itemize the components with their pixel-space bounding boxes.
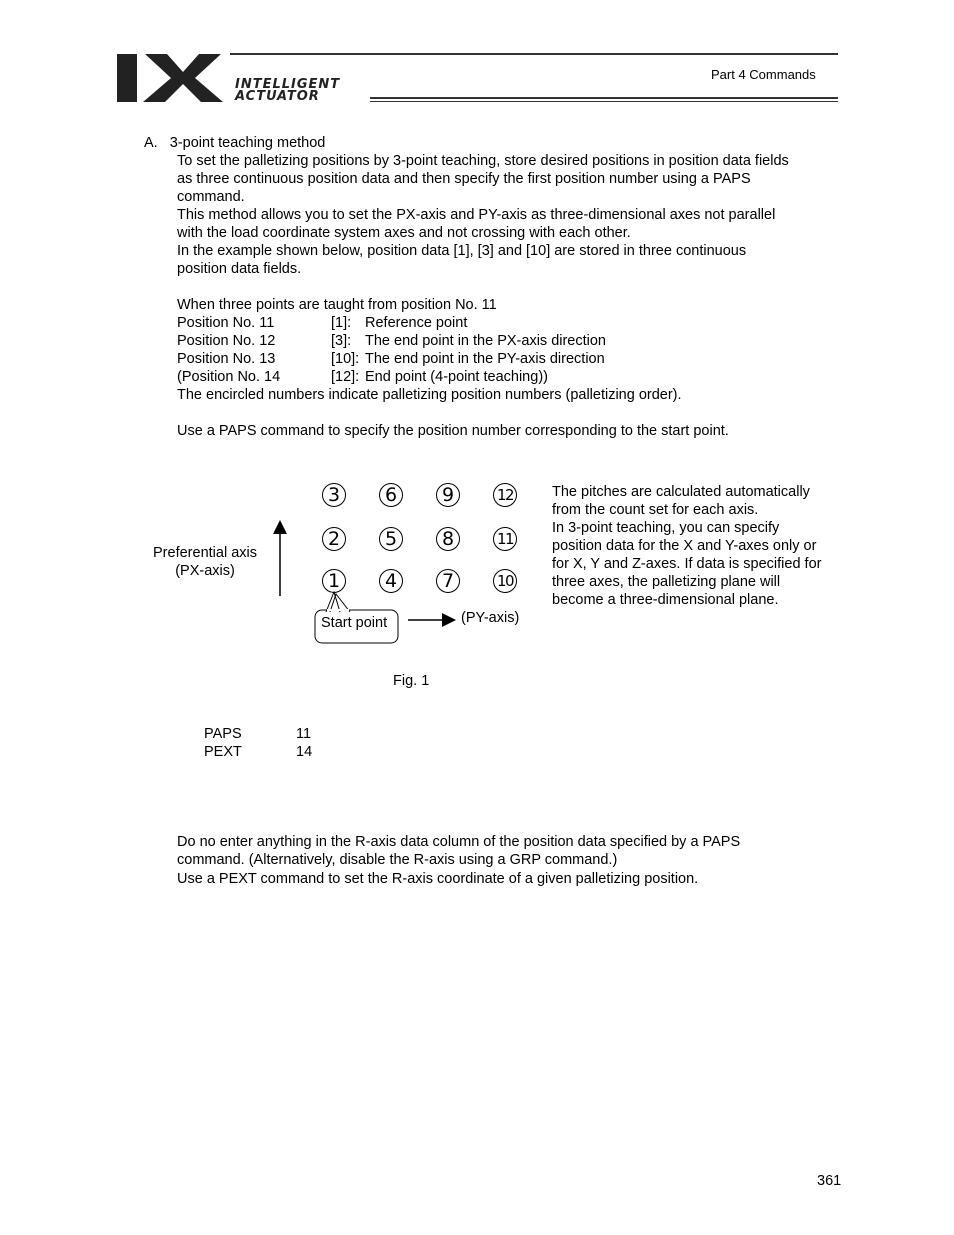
px-axis-label [140, 544, 270, 580]
header-rule-bottom-thin [370, 101, 838, 102]
position-desc: The end point in the PY-axis direction [365, 351, 605, 367]
position-circle-6: 6 [379, 483, 403, 507]
paragraph-line: This method allows you to set the PX-axis and PY-axis as three-dimensional axes not parallel [177, 207, 776, 223]
side-note-line: In 3-point teaching, you can specify [552, 520, 780, 536]
position-circle-10: 10 [493, 569, 517, 593]
paps-note: Use a PAPS command to specify the position number corresponding to the start point. [177, 423, 729, 439]
code-line [204, 725, 312, 743]
position-circle-11: 11 [493, 527, 517, 551]
figure-side-note [552, 483, 821, 609]
position-index: [12]: [331, 369, 360, 385]
position-circle-8: 8 [436, 527, 460, 551]
position-circle-7: 7 [436, 569, 460, 593]
py-axis-label: (PY-axis) [461, 610, 520, 626]
side-note-line: position data for the X and Y-axes only or [552, 538, 817, 554]
section-heading: A. 3-point teaching method [144, 135, 326, 151]
note-line: command. (Alternatively, disable the R-axis using a GRP command.) [177, 852, 618, 868]
px-axis-arrow [270, 518, 290, 598]
position-name: (Position No. 14 [177, 369, 281, 385]
code-command: PAPS [204, 726, 242, 742]
position-circle-5: 5 [379, 527, 403, 551]
logo-text [235, 79, 340, 103]
position-circle-4: 4 [379, 569, 403, 593]
paragraph-line: command. [177, 189, 245, 205]
section-label: Part 4 Commands [711, 67, 816, 82]
code-argument: 11 [296, 726, 312, 742]
note-line: Do no enter anything in the R-axis data column of the position data specified by a PAPS [177, 834, 741, 850]
position-row [177, 350, 657, 368]
position-circle-2: 2 [322, 527, 346, 551]
position-row [177, 368, 657, 386]
position-circle-3: 3 [322, 483, 346, 507]
paragraph-line: In the example shown below, position data [1], [3] and [10] are stored in three continuous [177, 243, 747, 259]
position-desc: End point (4-point teaching)) [365, 369, 548, 385]
code-command: PEXT [204, 744, 242, 760]
px-axis-label-line2: (PX-axis) [175, 563, 235, 579]
paragraph-line: with the load coordinate system axes and not crossing with each other. [177, 225, 631, 241]
position-index: [3]: [331, 333, 352, 349]
position-circle-9: 9 [436, 483, 460, 507]
code-line [204, 743, 313, 761]
side-note-line: three axes, the palletizing plane will [552, 574, 781, 590]
paragraph-line: To set the palletizing positions by 3-point teaching, store desired positions in position data fields [177, 153, 789, 169]
side-note-line: become a three-dimensional plane. [552, 592, 779, 608]
code-argument: 14 [296, 744, 313, 760]
position-index: [10]: [331, 351, 360, 367]
py-axis-arrow [406, 610, 458, 630]
position-circle-12: 12 [493, 483, 517, 507]
logo-line2: ACTUATOR [235, 89, 320, 104]
position-name: Position No. 12 [177, 333, 276, 349]
position-row [177, 314, 657, 332]
header-rule-bottom [370, 97, 838, 99]
paragraph-line: position data fields. [177, 261, 302, 277]
taught-intro: When three points are taught from position No. 11 [177, 297, 497, 313]
figure-caption: Fig. 1 [393, 673, 430, 689]
note-line: Use a PEXT command to set the R-axis coordinate of a given palletizing position. [177, 871, 699, 887]
position-name: Position No. 11 [177, 315, 275, 331]
start-point-label: Start point [321, 615, 388, 631]
header-rule-top [230, 53, 838, 55]
page-number: 361 [817, 1173, 842, 1189]
position-circle-1: 1 [322, 569, 346, 593]
position-row [177, 332, 657, 350]
position-index: [1]: [331, 315, 352, 331]
encircled-note: The encircled numbers indicate palletizing position numbers (palletizing order). [177, 387, 682, 403]
px-axis-label-line1: Preferential axis [153, 545, 257, 561]
side-note-line: for X, Y and Z-axes. If data is specified for [552, 556, 822, 572]
position-name: Position No. 13 [177, 351, 276, 367]
position-desc: The end point in the PX-axis direction [365, 333, 606, 349]
side-note-line: The pitches are calculated automatically [552, 484, 810, 500]
logo-line1: INTELLIGENT [235, 77, 341, 92]
paragraph-line: as three continuous position data and then specify the first position number using a PAPS [177, 171, 751, 187]
side-note-line: from the count set for each axis. [552, 502, 759, 518]
position-desc: Reference point [365, 315, 468, 331]
